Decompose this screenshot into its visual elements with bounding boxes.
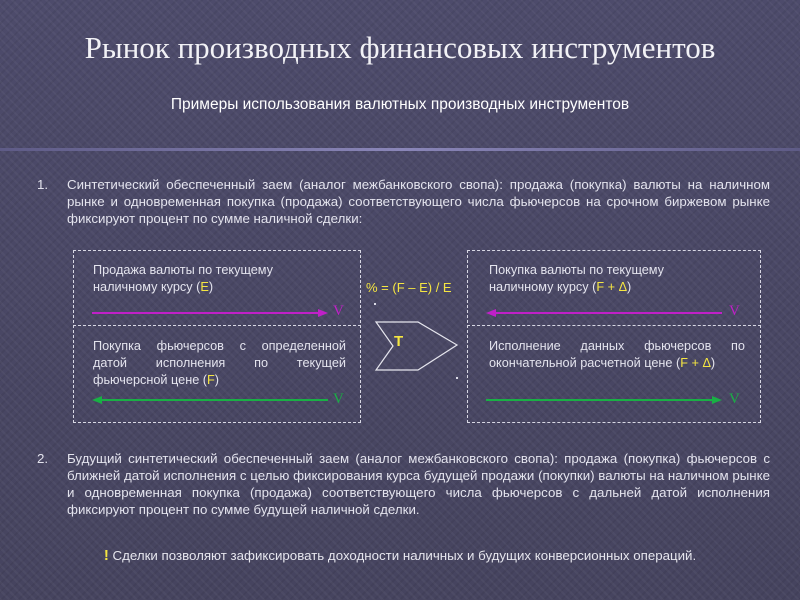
triangle-right-icon (373, 300, 463, 380)
spot-purchase-label: Покупка валюты по текущему наличному курсу (F + Δ) (489, 263, 665, 294)
list-item-number: 1. (37, 177, 49, 192)
volume-label: V (333, 303, 344, 319)
volume-label: V (729, 303, 740, 319)
time-period-label: T (394, 333, 404, 350)
spot-sale-label: Продажа валюты по текущему наличному курсу (E) (93, 263, 274, 294)
arrow-left-icon (486, 308, 726, 318)
list-item-2 (37, 450, 770, 518)
slide-title: Рынок производных финансовых инструментов (84, 30, 716, 65)
left-box-divider (73, 325, 361, 326)
interest-formula: % = (F – E) / E (366, 280, 452, 295)
volume-label: V (333, 391, 344, 407)
conclusion-text: Сделки позволяют зафиксировать доходности наличных и будущих конверсионных операций. (112, 548, 697, 563)
title-divider (0, 148, 800, 151)
arrow-left-icon (92, 395, 332, 405)
exclamation-icon: ! (103, 547, 109, 564)
volume-label: V (729, 391, 740, 407)
list-item-number: 2. (37, 451, 49, 466)
list-item-text: Синтетический обеспеченный заем (аналог межбанковского свопа): продажа (покупка) валюты на наличном рынке и одновременная покупка (продажа) соответствующего числа фьючерсов на срочном биржевом рынке фиксируют процент по сумме наличной сделки: (67, 177, 770, 226)
list-item-1 (37, 176, 770, 227)
arrow-right-icon (486, 395, 726, 405)
list-item-text: Будущий синтетический обеспеченный заем (аналог межбанковского свопа): продажа (покупка) фьючерсов с ближней датой исполнения с целью фиксирования курса будущей продажи (покупки) валюты на наличном рынке и одновременная покупка (продажа) соответствующего числа фьючерсов с дальней датой исполнения фиксируют процент по сумме будущей наличной сделки. (67, 451, 770, 517)
futures-settlement-label: Исполнение данных фьючерсов по окончательной расчетной цене (F + Δ) (489, 339, 745, 370)
right-box-divider (467, 325, 761, 326)
futures-purchase-label: Покупка фьючерсов с определенной датой исполнения по текущей фьючерсной цене (F) (93, 339, 346, 387)
arrow-right-icon (92, 308, 332, 318)
conclusion-note (0, 547, 800, 564)
slide-subtitle: Примеры использования валютных производных инструментов (170, 96, 630, 113)
